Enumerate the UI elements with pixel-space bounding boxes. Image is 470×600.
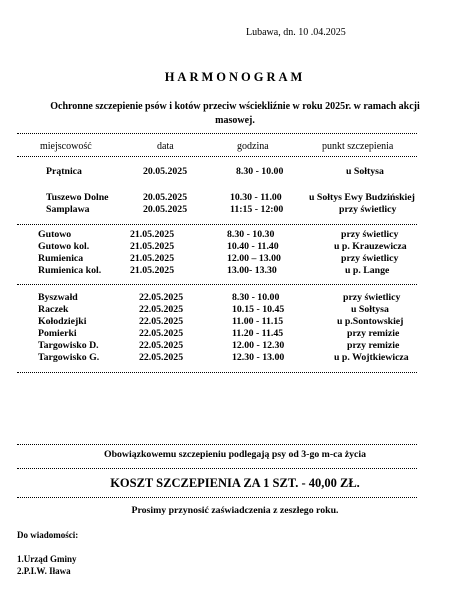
cell-time: 11:15 - 12:00 <box>230 204 284 215</box>
cell-place: Tuszewo Dolne <box>46 192 109 203</box>
cell-time: 12.30 - 13.00 <box>232 352 285 363</box>
cell-time: 11.00 - 11.15 <box>232 316 284 327</box>
divider <box>17 444 417 445</box>
cell-place: Pomierki <box>38 328 77 339</box>
cell-date: 20.05.2025 <box>143 204 188 215</box>
divider <box>17 224 417 225</box>
cell-place: Targowisko D. <box>38 340 99 351</box>
divider <box>17 284 417 285</box>
cell-place: Rumienica kol. <box>38 265 102 276</box>
column-header-date: data <box>157 141 174 152</box>
divider <box>17 497 417 498</box>
cell-time: 8.30 - 10.00 <box>232 292 280 303</box>
cell-place: Targowisko G. <box>38 352 100 363</box>
cell-time: 12.00 – 13.00 <box>227 253 281 264</box>
cell-place: Raczek <box>38 304 69 315</box>
cell-date: 21.05.2025 <box>130 253 175 264</box>
cell-point: u p. Krauzewicza <box>334 241 407 252</box>
recipient-item: 2.P.I.W. Iława <box>17 566 71 576</box>
footer-label: Do wiadomości: <box>17 530 79 540</box>
cell-time: 8.30 - 10.00 <box>236 166 284 177</box>
document-subtitle: Ochronne szczepienie psów i kotów przeciw wściekliźnie w roku 2025r. w ramach akcji masowej. <box>50 101 420 126</box>
cell-point: u p. Lange <box>345 265 390 276</box>
column-header-time: godzina <box>237 141 269 152</box>
certificate-note: Prosimy przynosić zaświadczenia z zeszłego roku. <box>131 505 339 516</box>
cell-point: u p. Wojtkiewicza <box>334 352 409 363</box>
cell-point: przy świetlicy <box>341 229 399 240</box>
column-header-point: punkt szczepienia <box>322 141 394 152</box>
cell-place: Prątnica <box>46 166 82 177</box>
cell-time: 10.15 - 10.45 <box>232 304 285 315</box>
cell-point: przy remizie <box>347 340 400 351</box>
recipient-item: 1.Urząd Gminy <box>17 554 77 564</box>
cell-date: 22.05.2025 <box>139 352 184 363</box>
cell-date: 21.05.2025 <box>130 265 175 276</box>
divider <box>17 156 417 157</box>
cell-time: 13.00- 13.30 <box>227 265 277 276</box>
cell-date: 21.05.2025 <box>130 241 175 252</box>
cell-date: 22.05.2025 <box>139 316 184 327</box>
cell-time: 11.20 - 11.45 <box>232 328 284 339</box>
cell-place: Rumienica <box>38 253 84 264</box>
cell-date: 20.05.2025 <box>143 192 188 203</box>
divider <box>17 133 417 134</box>
cell-time: 10.30 - 11.00 <box>230 192 282 203</box>
cell-date: 22.05.2025 <box>139 292 184 303</box>
cell-date: 21.05.2025 <box>130 229 175 240</box>
cell-point: przy remizie <box>347 328 400 339</box>
cell-time: 8.30 - 10.30 <box>227 229 275 240</box>
cell-date: 20.05.2025 <box>143 166 188 177</box>
cell-place: Byszwałd <box>38 292 78 303</box>
cell-point: przy świetlicy <box>339 204 397 215</box>
cell-point: przy świetlicy <box>341 253 399 264</box>
cell-point: u p.Sontowskiej <box>337 316 404 327</box>
cell-time: 10.40 - 11.40 <box>227 241 279 252</box>
cell-date: 22.05.2025 <box>139 304 184 315</box>
cell-point: u Sołtysa <box>346 166 384 177</box>
place-date: Lubawa, dn. 10 .04.2025 <box>246 27 346 38</box>
cell-point: przy świetlicy <box>343 292 401 303</box>
cell-place: Kołodziejki <box>38 316 87 327</box>
cell-place: Gutowo kol. <box>38 241 90 252</box>
cell-date: 22.05.2025 <box>139 328 184 339</box>
cell-place: Samplawa <box>46 204 90 215</box>
document-title: HARMONOGRAM <box>164 70 306 84</box>
cell-point: u Sołtys Ewy Budzińskiej <box>309 192 415 203</box>
divider <box>17 372 417 373</box>
cell-date: 22.05.2025 <box>139 340 184 351</box>
column-header-place: miejscowość <box>40 141 92 152</box>
divider <box>17 468 417 469</box>
cost-note: KOSZT SZCZEPIENIA ZA 1 SZT. - 40,00 ZŁ. <box>110 476 360 490</box>
cell-time: 12.00 - 12.30 <box>232 340 285 351</box>
cell-place: Gutowo <box>38 229 72 240</box>
obligation-note: Obowiązkowemu szczepieniu podlegają psy od 3-go m-ca życia <box>103 449 367 460</box>
cell-point: u Sołtysa <box>351 304 389 315</box>
